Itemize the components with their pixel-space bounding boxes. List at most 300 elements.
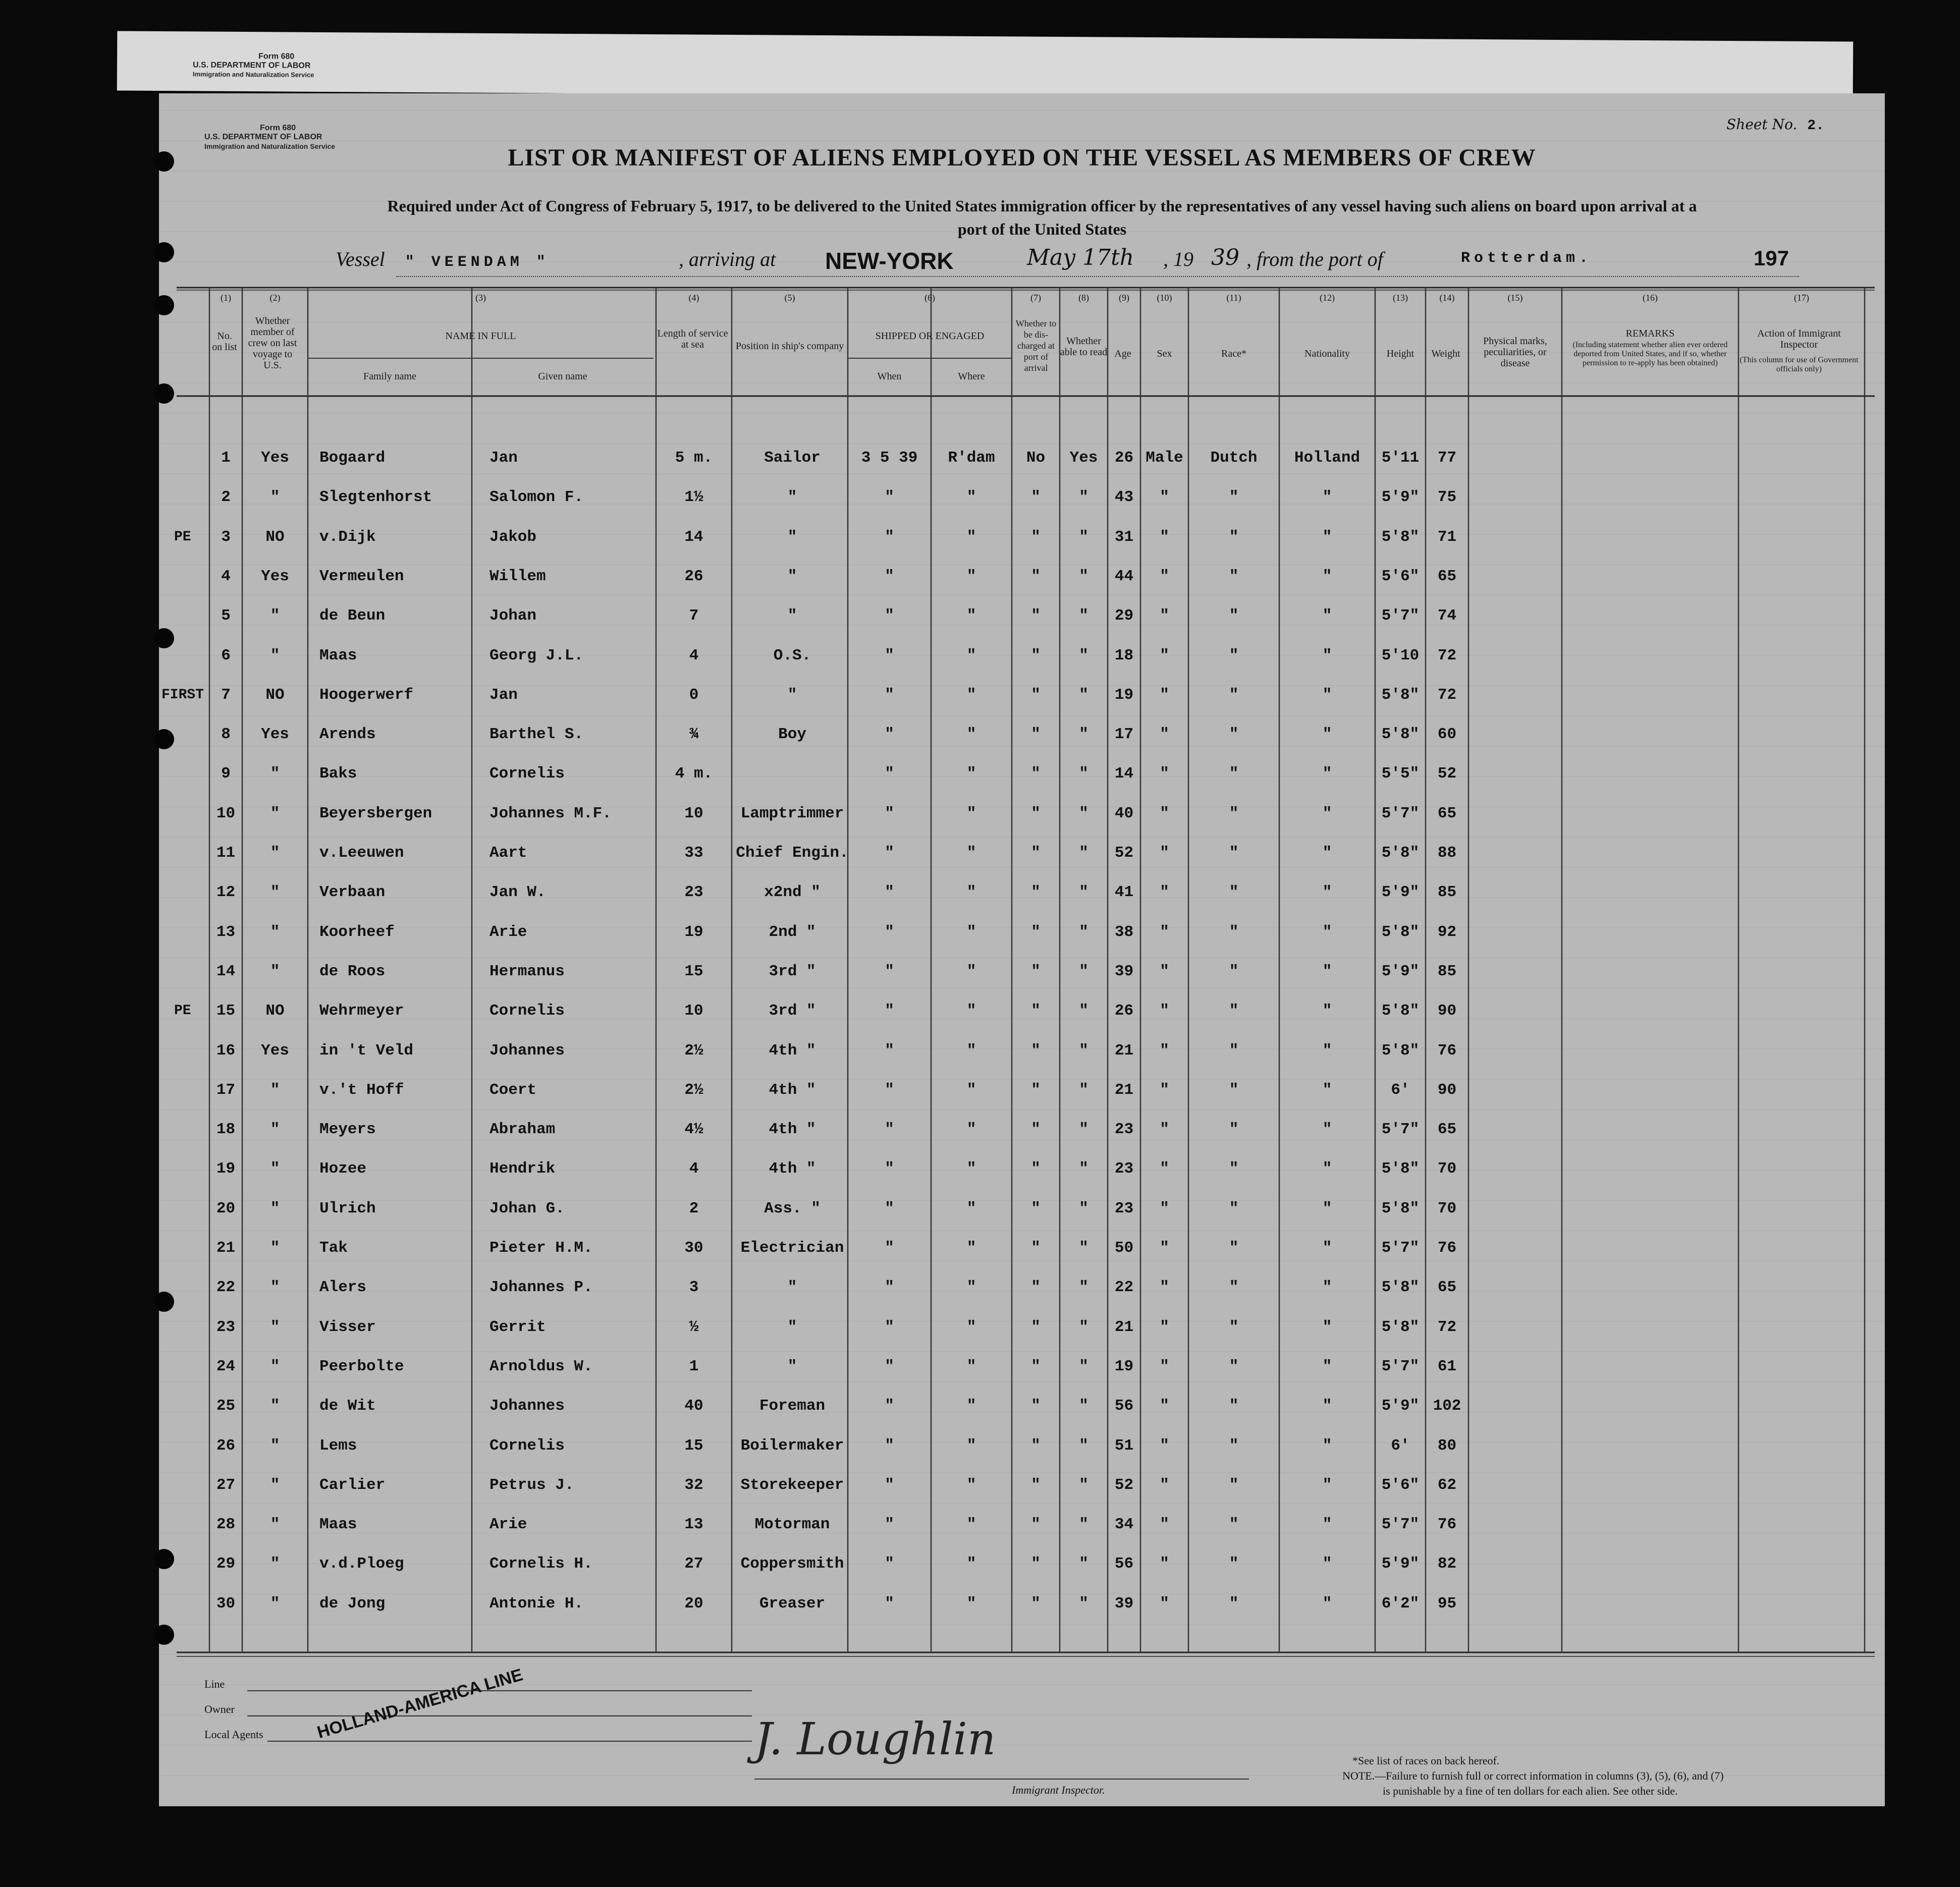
cell-given: Georg J.L.	[489, 646, 584, 664]
cell-weight: 65	[1437, 567, 1457, 585]
cell-prev: "	[270, 1397, 280, 1415]
cell-service: 1½	[684, 488, 703, 507]
cell-discharged: "	[1031, 1476, 1041, 1494]
cell-age: 56	[1114, 1555, 1134, 1573]
cell-prev: Yes	[261, 567, 289, 585]
cell-weight: 80	[1437, 1436, 1457, 1455]
footer-rule	[267, 1741, 752, 1742]
cell-no: 18	[216, 1121, 236, 1139]
cell-age: 52	[1114, 1476, 1134, 1494]
cell-discharged: "	[1031, 686, 1041, 704]
cell-where: "	[966, 883, 976, 902]
cell-discharged: "	[1031, 1160, 1041, 1178]
cell-service: 4 m.	[675, 765, 713, 783]
cell-service: 20	[684, 1594, 703, 1613]
cell-discharged: "	[1031, 1002, 1041, 1020]
cell-family: in 't Veld	[319, 1041, 414, 1060]
cell-no: 30	[216, 1594, 236, 1613]
cell-nationality: "	[1322, 844, 1332, 862]
footer-notes: *See list of races on back hereof. NOTE.—Failure to furnish full or correct information in columns (3), (5), (6), and (7) is punishable by a fine of ten dollars for each alien. See other side.	[1342, 1754, 1724, 1797]
cell-prev: Yes	[261, 449, 289, 467]
cell-when: 3 5 39	[861, 449, 918, 467]
cell-discharged: "	[1031, 1318, 1041, 1336]
cell-service: ½	[689, 1318, 699, 1336]
cell-age: 56	[1114, 1397, 1134, 1415]
cell-prev: "	[270, 1239, 280, 1257]
col-name-in-full: NAME IN FULL	[445, 330, 516, 342]
cell-discharged: "	[1031, 1279, 1041, 1297]
cell-race: "	[1229, 765, 1239, 783]
cell-position: "	[787, 488, 797, 507]
cell-service: 5 m.	[675, 449, 713, 467]
cell-height: 5'8"	[1381, 1318, 1420, 1336]
cell-prev: "	[270, 844, 280, 862]
cell-prev: "	[270, 1594, 280, 1613]
cell-given: Hendrik	[489, 1160, 556, 1178]
cell-nationality: "	[1322, 1121, 1332, 1139]
cell-prev: "	[270, 607, 280, 625]
cell-weight: 88	[1437, 844, 1457, 862]
punch-hole	[154, 1549, 174, 1569]
cell-nationality: "	[1322, 1436, 1332, 1455]
cell-family: Wehrmeyer	[319, 1002, 404, 1020]
from-port: Rotterdam.	[1461, 250, 1593, 267]
col-no: No. on list	[212, 330, 237, 353]
cell-when: "	[885, 1041, 894, 1060]
cell-race: "	[1229, 1318, 1239, 1336]
cell-read: "	[1079, 1318, 1088, 1336]
cell-family: Hoogerwerf	[319, 686, 414, 704]
cell-age: 50	[1114, 1239, 1134, 1257]
cell-given: Johan	[489, 607, 537, 625]
cell-position: "	[787, 1318, 797, 1336]
margin-note: PE	[174, 1003, 191, 1019]
cell-nationality: "	[1322, 1160, 1332, 1178]
cell-service: 26	[684, 567, 703, 585]
cell-discharged: "	[1031, 488, 1041, 507]
cell-when: "	[885, 1199, 894, 1217]
cell-service: 10	[684, 1002, 703, 1020]
cell-position: Lamptrimmer	[740, 804, 844, 822]
cell-read: "	[1079, 1041, 1088, 1060]
cell-height: 6'	[1391, 1436, 1410, 1455]
cell-age: 22	[1114, 1279, 1134, 1297]
cell-weight: 82	[1437, 1555, 1457, 1573]
cell-prev: "	[270, 883, 280, 902]
cell-read: "	[1079, 962, 1088, 980]
cell-age: 19	[1114, 686, 1134, 704]
cell-sex: "	[1160, 1199, 1169, 1217]
cell-discharged: "	[1031, 646, 1041, 664]
cell-nationality: "	[1322, 1199, 1332, 1217]
punch-hole	[154, 383, 174, 404]
cell-where: "	[966, 686, 976, 704]
cell-no: 12	[216, 883, 236, 902]
cell-family: Beyersbergen	[319, 804, 432, 822]
cell-service: ¾	[689, 726, 699, 744]
column-number: (16)	[1643, 293, 1658, 303]
column-number: (15)	[1507, 293, 1523, 303]
cell-weight: 60	[1437, 726, 1457, 744]
cell-position: Ass. "	[764, 1199, 821, 1217]
cell-height: 5'7"	[1381, 1357, 1420, 1375]
cell-service: 7	[689, 607, 699, 625]
cell-family: Ulrich	[319, 1199, 376, 1217]
cell-read: "	[1079, 1476, 1088, 1494]
cell-service: 32	[684, 1476, 703, 1494]
cell-family: Alers	[319, 1279, 367, 1297]
cell-height: 5'7"	[1381, 1239, 1420, 1257]
cell-read: "	[1079, 1160, 1088, 1178]
cell-given: Arnoldus W.	[489, 1357, 593, 1375]
cell-sex: "	[1160, 883, 1169, 902]
line-label: Line	[204, 1678, 225, 1690]
cell-no: 15	[216, 1002, 236, 1020]
cell-age: 51	[1114, 1436, 1134, 1455]
cell-family: Slegtenhorst	[319, 488, 432, 507]
signature-rule	[754, 1779, 1249, 1780]
cell-where: "	[966, 1594, 976, 1613]
cell-sex: "	[1160, 765, 1169, 783]
cell-discharged: No	[1026, 449, 1046, 467]
cell-discharged: "	[1031, 1397, 1041, 1415]
cell-given: Cornelis	[489, 1436, 565, 1455]
cell-position: 3rd "	[769, 1002, 816, 1020]
cell-where: "	[966, 804, 976, 822]
cell-sex: "	[1160, 1239, 1169, 1257]
cell-family: v.'t Hoff	[319, 1081, 404, 1099]
cell-where: "	[966, 607, 976, 625]
cell-family: Verbaan	[319, 883, 386, 902]
cell-given: Willem	[489, 567, 546, 585]
col-age: Age	[1114, 348, 1131, 359]
cell-given: Cornelis	[489, 1002, 565, 1020]
cell-service: 4	[689, 646, 699, 664]
cell-age: 39	[1114, 962, 1134, 980]
cell-nationality: "	[1322, 1476, 1332, 1494]
cell-position: 4th "	[769, 1160, 816, 1178]
cell-where: "	[966, 1199, 976, 1217]
cell-discharged: "	[1031, 962, 1041, 980]
cell-nationality: "	[1322, 1516, 1332, 1534]
cell-no: 20	[216, 1199, 236, 1217]
cell-no: 21	[216, 1239, 236, 1257]
cell-height: 6'	[1391, 1081, 1410, 1099]
cell-when: "	[885, 488, 894, 507]
cell-read: "	[1079, 1555, 1088, 1573]
cell-height: 5'8"	[1381, 686, 1420, 704]
cell-when: "	[885, 765, 894, 783]
cell-age: 44	[1114, 567, 1134, 585]
punch-hole	[154, 151, 174, 172]
cell-prev: "	[270, 1199, 280, 1217]
cell-read: "	[1079, 1397, 1088, 1415]
cell-weight: 65	[1437, 1121, 1457, 1139]
cell-position: "	[787, 686, 797, 704]
cell-discharged: "	[1031, 804, 1041, 822]
cell-no: 22	[216, 1279, 236, 1297]
column-number: (12)	[1320, 293, 1335, 303]
cell-weight: 75	[1437, 488, 1457, 507]
cell-service: 2	[689, 1199, 699, 1217]
cell-when: "	[885, 1318, 894, 1336]
col-sex: Sex	[1157, 348, 1172, 359]
cell-where: R'dam	[948, 449, 995, 467]
cell-race: "	[1229, 1239, 1239, 1257]
cell-service: 3	[689, 1279, 699, 1297]
cell-read: "	[1079, 883, 1088, 902]
cell-weight: 70	[1437, 1160, 1457, 1178]
cell-no: 11	[216, 844, 236, 862]
cell-where: "	[966, 923, 976, 941]
cell-when: "	[885, 962, 894, 980]
cell-height: 6'2"	[1381, 1594, 1420, 1613]
cell-read: "	[1079, 1121, 1088, 1139]
cell-prev: NO	[265, 1002, 285, 1020]
form-header: Form 680 U.S. DEPARTMENT OF LABOR Immigration and Naturalization Service	[204, 124, 336, 150]
cell-weight: 70	[1437, 1199, 1457, 1217]
cell-position: x2nd "	[764, 883, 821, 902]
col-inspector-sub: (This column for use of Government officials only)	[1739, 356, 1859, 373]
cell-nationality: "	[1322, 1555, 1332, 1573]
cell-race: "	[1229, 1436, 1239, 1455]
cell-nationality: "	[1322, 804, 1332, 822]
cell-age: 26	[1114, 1002, 1134, 1020]
margin-note: FIRST	[161, 687, 204, 703]
cell-sex: "	[1160, 844, 1169, 862]
cell-position: "	[787, 1279, 797, 1297]
cell-nationality: "	[1322, 1397, 1332, 1415]
cell-service: 14	[684, 528, 703, 546]
cell-where: "	[966, 488, 976, 507]
column-number: (9)	[1119, 293, 1129, 303]
cell-no: 9	[221, 765, 231, 783]
cell-race: "	[1229, 962, 1239, 980]
cell-weight: 102	[1433, 1397, 1461, 1415]
cell-prev: Yes	[261, 1041, 289, 1060]
cell-race: "	[1229, 804, 1239, 822]
cell-family: Maas	[319, 646, 357, 664]
cell-service: 13	[684, 1516, 703, 1534]
cell-age: 21	[1114, 1041, 1134, 1060]
cell-discharged: "	[1031, 1081, 1041, 1099]
cell-weight: 76	[1437, 1239, 1457, 1257]
cell-when: "	[885, 804, 894, 822]
sheet-number: Sheet No. 2.	[1726, 116, 1824, 134]
cell-nationality: "	[1322, 923, 1332, 941]
cell-family: de Roos	[319, 962, 386, 980]
cell-where: "	[966, 1318, 976, 1336]
cell-weight: 65	[1437, 1279, 1457, 1297]
cell-family: de Jong	[319, 1594, 386, 1613]
cell-nationality: "	[1322, 686, 1332, 704]
cell-position: Storekeeper	[740, 1476, 844, 1494]
cell-race: "	[1229, 1357, 1239, 1375]
cell-discharged: "	[1031, 1357, 1041, 1375]
col-remarks-sub: (Including statement whether alien ever ordered deported from United States, and if so, whether permission to re-apply has been obtained)	[1572, 341, 1728, 367]
cell-when: "	[885, 1239, 894, 1257]
cell-read: "	[1079, 765, 1088, 783]
cell-height: 5'9"	[1381, 488, 1420, 507]
cell-height: 5'8"	[1381, 528, 1420, 546]
cell-service: 30	[684, 1239, 703, 1257]
cell-given: Gerrit	[489, 1318, 546, 1336]
cell-height: 5'8"	[1381, 726, 1420, 744]
cell-race: "	[1229, 726, 1239, 744]
cell-when: "	[885, 1081, 894, 1099]
cell-where: "	[966, 1357, 976, 1375]
cell-no: 10	[216, 804, 236, 822]
cell-prev: Yes	[261, 726, 289, 744]
cell-weight: 52	[1437, 765, 1457, 783]
cell-race: "	[1229, 1121, 1239, 1139]
cell-discharged: "	[1031, 844, 1041, 862]
cell-sex: "	[1160, 1555, 1169, 1573]
cell-no: 7	[221, 686, 231, 704]
cell-where: "	[966, 1516, 976, 1534]
cell-race: "	[1229, 923, 1239, 941]
cell-age: 52	[1114, 844, 1134, 862]
cell-given: Johannes P.	[489, 1279, 593, 1297]
cell-given: Aart	[489, 844, 527, 862]
cell-when: "	[885, 646, 894, 664]
cell-no: 14	[216, 962, 236, 980]
cell-given: Cornelis	[489, 765, 565, 783]
year-prefix: , 19	[1163, 248, 1193, 270]
cell-age: 21	[1114, 1081, 1134, 1099]
cell-sex: "	[1160, 1121, 1169, 1139]
cell-service: 0	[689, 686, 699, 704]
cell-prev: "	[270, 1279, 280, 1297]
cell-race: "	[1229, 488, 1239, 507]
cell-service: 4	[689, 1160, 699, 1178]
cell-where: "	[966, 726, 976, 744]
cell-no: 4	[221, 567, 231, 585]
cell-service: 4½	[684, 1121, 703, 1139]
cell-given: Hermanus	[489, 962, 565, 980]
cell-family: Hozee	[319, 1160, 367, 1178]
cell-position: Sailor	[764, 449, 821, 467]
cell-position: 4th "	[769, 1041, 816, 1060]
cell-where: "	[966, 1397, 976, 1415]
cell-sex: "	[1160, 923, 1169, 941]
cell-read: "	[1079, 1002, 1088, 1020]
cell-sex: "	[1160, 1436, 1169, 1455]
cell-race: "	[1229, 1081, 1239, 1099]
cell-discharged: "	[1031, 726, 1041, 744]
manifest-sheet	[159, 93, 1885, 1806]
cell-race: "	[1229, 1555, 1239, 1573]
cell-race: "	[1229, 567, 1239, 585]
cell-sex: "	[1160, 1516, 1169, 1534]
cell-height: 5'8"	[1381, 923, 1420, 941]
cell-sex: "	[1160, 1318, 1169, 1336]
cell-nationality: "	[1322, 1594, 1332, 1613]
cell-race: "	[1229, 1199, 1239, 1217]
cell-discharged: "	[1031, 883, 1041, 902]
arrival-date: May 17th	[1027, 245, 1134, 270]
column-number: (7)	[1030, 293, 1041, 303]
cell-no: 29	[216, 1555, 236, 1573]
punch-hole	[154, 729, 174, 749]
cell-service: 27	[684, 1555, 703, 1573]
cell-nationality: "	[1322, 1357, 1332, 1375]
cell-family: v.Dijk	[319, 528, 376, 546]
form-tab	[117, 31, 1854, 101]
cell-read: "	[1079, 1594, 1088, 1613]
cell-family: Lems	[319, 1436, 357, 1455]
cell-service: 10	[684, 804, 703, 822]
cell-race: "	[1229, 528, 1239, 546]
cell-when: "	[885, 1121, 894, 1139]
cell-discharged: "	[1031, 607, 1041, 625]
cell-position: 4th "	[769, 1121, 816, 1139]
cell-family: de Wit	[319, 1397, 376, 1415]
cell-height: 5'6"	[1381, 567, 1420, 585]
cell-prev: "	[270, 804, 280, 822]
cell-sex: "	[1160, 804, 1169, 822]
cell-where: "	[966, 1081, 976, 1099]
cell-sex: Male	[1146, 449, 1183, 467]
cell-weight: 85	[1437, 962, 1457, 980]
cell-race: "	[1229, 1160, 1239, 1178]
cell-age: 18	[1114, 646, 1134, 664]
column-number: (2)	[269, 293, 281, 303]
cell-race: "	[1229, 1594, 1239, 1613]
cell-when: "	[885, 1516, 894, 1534]
cell-no: 28	[216, 1516, 236, 1534]
cell-age: 39	[1114, 1594, 1134, 1613]
cell-sex: "	[1160, 1279, 1169, 1297]
cell-nationality: "	[1322, 1081, 1332, 1099]
cell-race: "	[1229, 1279, 1239, 1297]
vessel-name: " VEENDAM "	[405, 254, 550, 271]
column-number: (11)	[1226, 293, 1241, 303]
cell-when: "	[885, 923, 894, 941]
cell-sex: "	[1160, 567, 1169, 585]
cell-when: "	[885, 567, 894, 585]
cell-position: 3rd "	[769, 962, 816, 980]
cell-height: 5'6"	[1381, 1476, 1420, 1494]
cell-family: de Beun	[319, 607, 386, 625]
cell-sex: "	[1160, 1476, 1169, 1494]
cell-where: "	[966, 1121, 976, 1139]
cell-service: 2½	[684, 1081, 703, 1099]
cell-weight: 72	[1437, 686, 1457, 704]
cell-family: Visser	[319, 1318, 376, 1336]
cell-when: "	[885, 1279, 894, 1297]
cell-when: "	[885, 1357, 894, 1375]
cell-age: 23	[1114, 1199, 1134, 1217]
cell-height: 5'10	[1381, 646, 1420, 664]
col-where: Where	[958, 371, 985, 382]
cell-height: 5'8"	[1381, 1199, 1420, 1217]
punch-hole	[154, 242, 174, 262]
cell-discharged: "	[1031, 1121, 1041, 1139]
cell-service: 15	[684, 962, 703, 980]
cell-where: "	[966, 528, 976, 546]
cell-height: 5'8"	[1381, 1160, 1420, 1178]
cell-nationality: "	[1322, 607, 1332, 625]
cell-height: 5'8"	[1381, 1002, 1420, 1020]
col-race: Race*	[1221, 348, 1246, 359]
col-position: Position in ship's company	[735, 341, 844, 352]
cell-when: "	[885, 686, 894, 704]
column-number: (4)	[688, 293, 699, 303]
cell-read: "	[1079, 488, 1088, 507]
cell-read: "	[1079, 923, 1088, 941]
cell-prev: "	[270, 1318, 280, 1336]
